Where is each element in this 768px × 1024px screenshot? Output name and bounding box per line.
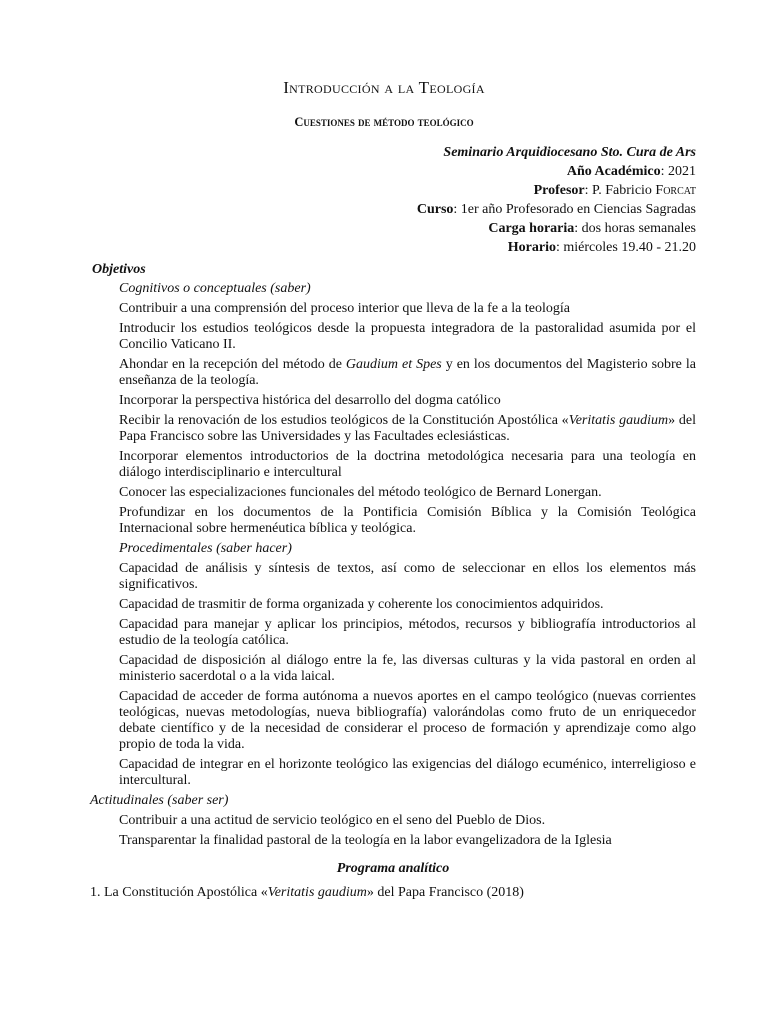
- meta-label: Año Académico: [566, 164, 661, 179]
- cognitive-heading: Cognitivos o conceptuales (saber): [119, 281, 311, 296]
- cognitive-item: Recibir la renovación de los estudios teológicos de la Constitución Apostólica «Veritatis gaudium» del Papa Francisco sobre las Universidades y las Facultades eclesiásticas.: [119, 413, 696, 444]
- seminary-label: Seminario Arquidiocesano Sto. Cura de Ars: [443, 145, 696, 160]
- procedural-item: Capacidad de acceder de forma autónoma a nuevos aportes en el campo teológico (nuevas corrientes teológicas, nuevas metodologías, nueva bibliografía) valorándolas como fruto de un enriquecedor debate científico y de la necesidad de considerar el proceso de formación y aprendizaje como algo propio de toda la vida.: [119, 689, 696, 752]
- attitudinal-item: Transparentar la finalidad pastoral de la teología en la labor evangelizadora de la Iglesia: [119, 833, 612, 848]
- document-body: [90, 262, 696, 901]
- meta-professor: [534, 181, 696, 200]
- cognitive-item: Introducir los estudios teológicos desde la propuesta integradora de la pastoralidad asumida por el Concilio Vaticano II.: [119, 321, 696, 352]
- procedural-item: Capacidad de disposición al diálogo entre la fe, las diversas culturas y la vida pastoral en orden al ministerio sacerdotal o a la vida laical.: [119, 653, 696, 684]
- meta-value: : P. Fabricio: [584, 183, 656, 198]
- attitudinal-heading: Actitudinales (saber ser): [90, 793, 229, 808]
- meta-value: : dos horas semanales: [574, 221, 696, 236]
- procedural-item: Capacidad de trasmitir de forma organizada y coherente los conocimientos adquiridos.: [119, 597, 604, 612]
- meta-course: [417, 200, 696, 219]
- meta-academic-year: [567, 162, 696, 181]
- document-subtitle: Cuestiones de método teológico: [294, 115, 474, 129]
- meta-value: : miércoles 19.40 - 21.20: [556, 240, 696, 255]
- cognitive-item: Ahondar en la recepción del método de Gaudium et Spes y en los documentos del Magisterio sobre la enseñanza de la teología.: [119, 357, 696, 388]
- seminary-name: [443, 143, 696, 162]
- document-title: Introducción a la Teología: [283, 78, 485, 97]
- procedural-heading: Procedimentales (saber hacer): [119, 541, 292, 556]
- meta-label: Horario: [507, 240, 557, 255]
- meta-value: : 2021: [660, 164, 696, 179]
- objectives-heading: Objetivos: [92, 262, 146, 277]
- meta-label: Curso: [416, 202, 454, 217]
- meta-label: Profesor: [533, 183, 585, 198]
- cognitive-item: Contribuir a una comprensión del proceso interior que lleva de la fe a la teología: [119, 301, 570, 316]
- attitudinal-item: Contribuir a una actitud de servicio teológico en el seno del Pueblo de Dios.: [119, 813, 546, 828]
- cognitive-item: Incorporar elementos introductorios de la doctrina metodológica necesaria para una teología en diálogo interdisciplinario e intercultural: [119, 449, 696, 480]
- meta-schedule: [508, 238, 696, 257]
- cognitive-item: Incorporar la perspectiva histórica del desarrollo del dogma católico: [119, 393, 501, 408]
- meta-hours: [488, 219, 696, 238]
- meta-label: Carga horaria: [488, 221, 575, 236]
- procedural-item: Capacidad de integrar en el horizonte teológico las exigencias del diálogo ecuménico, interreligioso e intercultural.: [119, 757, 696, 788]
- meta-value-surname: Forcat: [655, 183, 696, 198]
- procedural-item: Capacidad de análisis y síntesis de textos, así como de seleccionar en ellos los elementos más significativos.: [119, 561, 696, 592]
- program-heading: Programa analítico: [336, 861, 450, 876]
- cognitive-item: Profundizar en los documentos de la Pontificia Comisión Bíblica y la Comisión Teológica Internacional sobre hermenéutica bíblica y teológica.: [119, 505, 696, 536]
- meta-value: : 1er año Profesorado en Ciencias Sagradas: [453, 202, 696, 217]
- program-item: 1. La Constitución Apostólica «Veritatis gaudium» del Papa Francisco (2018): [90, 885, 524, 900]
- procedural-item: Capacidad para manejar y aplicar los principios, métodos, recursos y bibliografía introductorios al estudio de la teología católica.: [119, 617, 696, 648]
- cognitive-item: Conocer las especializaciones funcionales del método teológico de Bernard Lonergan.: [119, 485, 602, 500]
